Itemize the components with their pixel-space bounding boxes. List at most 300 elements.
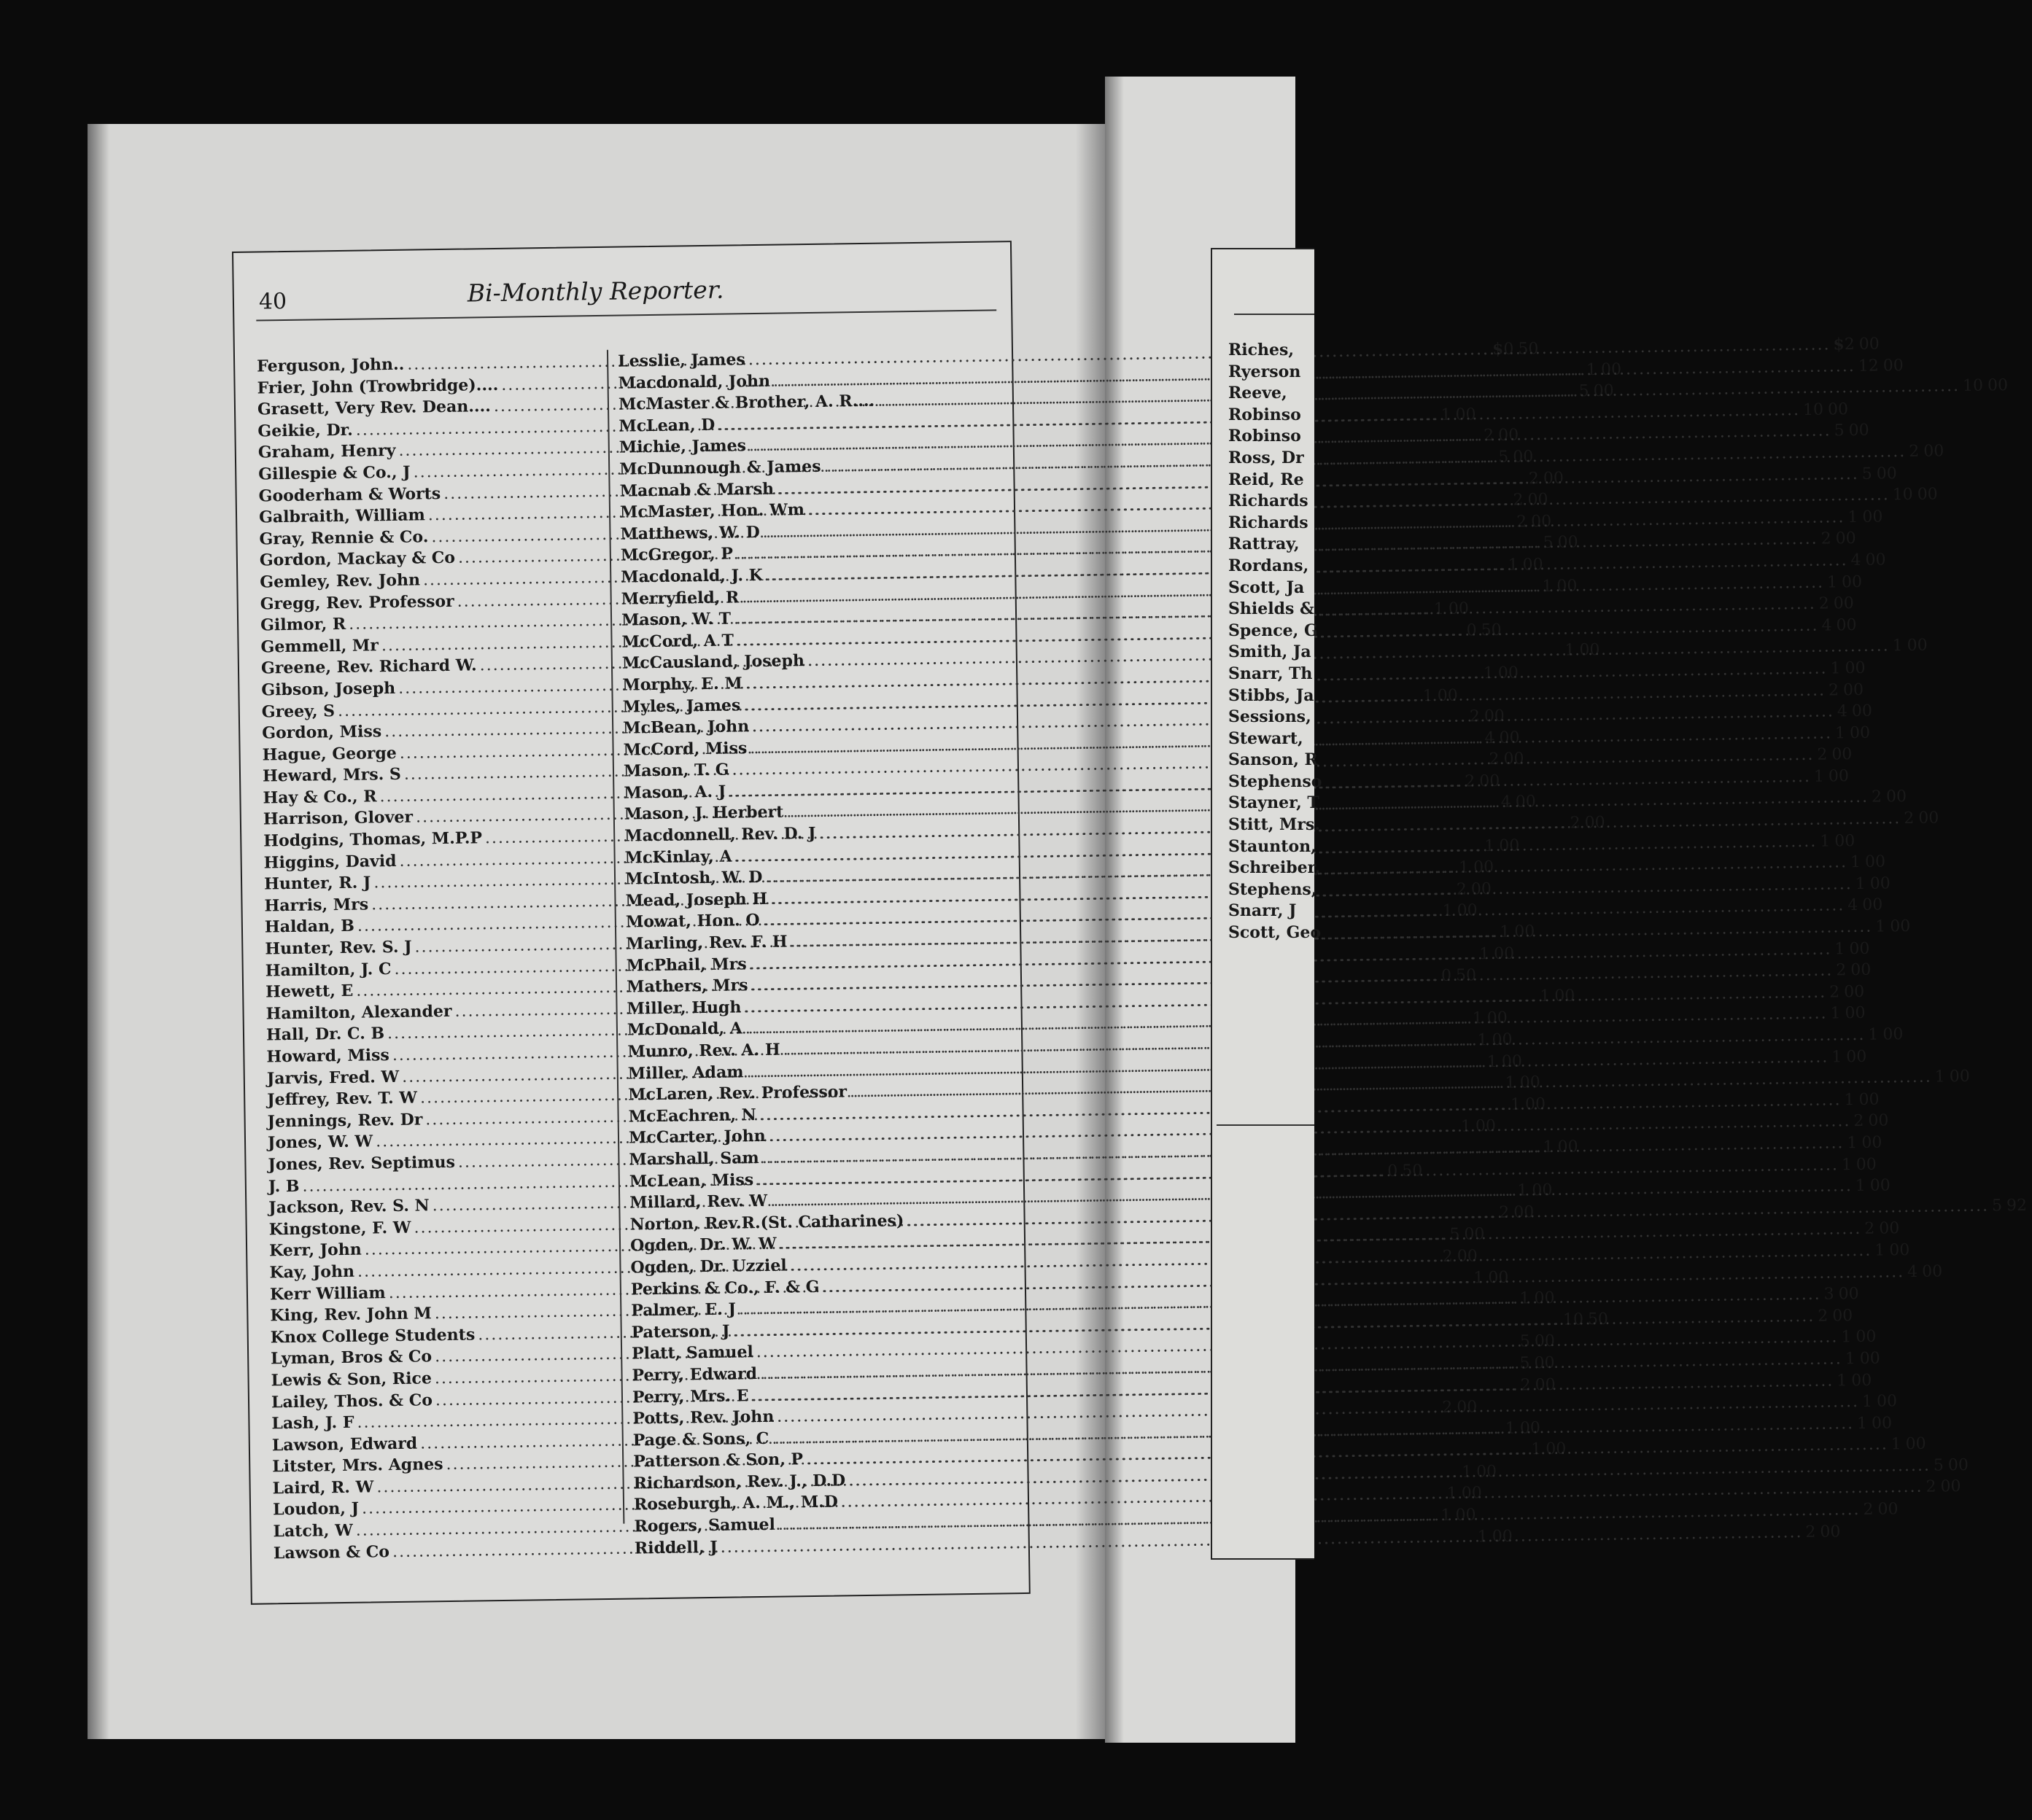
amount-dollars: 1 — [1510, 1095, 1521, 1114]
amount-dollars: 2 — [1570, 814, 1581, 833]
subscriber-name: Gemmell, Mr — [260, 635, 379, 657]
amount-dollars: 5 — [1933, 1456, 1944, 1475]
subscriber-name: Harris, Mrs — [264, 895, 369, 916]
amount-cents: 50 — [1481, 621, 1502, 639]
subscriber-name: Kerr, John — [268, 1240, 362, 1261]
subscriber-name: McEachren, N — [628, 1105, 756, 1127]
subscriber-name: Jackson, Rev. S. N — [268, 1196, 430, 1218]
next-page-entry: Snarr, J — [1228, 901, 1297, 921]
amount-dollars: 2 — [1820, 529, 1831, 548]
amount-cents: 00 — [1534, 1332, 1556, 1351]
subscriber-name: Gordon, Mackay & Co — [259, 548, 456, 570]
amount-dollars: 0 — [1440, 966, 1452, 986]
subscriber-name: Macdonald, J. K — [621, 565, 763, 587]
subscriber-name: Gibson, Joseph — [261, 678, 396, 700]
amount-dollars: 1 — [1874, 1241, 1885, 1260]
amount-cents: 00 — [1514, 922, 1535, 941]
amount-cents: 00 — [1600, 360, 1622, 379]
amount-dollars: 1 — [1845, 1349, 1855, 1369]
next-page-column — [1228, 341, 1322, 945]
amount-cents: 00 — [1475, 1462, 1497, 1482]
subscriber-name: Mead, Joseph H — [625, 889, 768, 911]
amount-dollars: 2 — [1828, 680, 1839, 699]
amount-dollars: 1 — [1440, 405, 1451, 424]
amount-dollars: 2 — [1817, 745, 1828, 765]
amount-cents: 00 — [1848, 421, 1869, 440]
amount-dollars: 1 — [1458, 858, 1470, 877]
amount-dollars: 5 — [1449, 1225, 1460, 1245]
amount-dollars: 1 — [1891, 1435, 1901, 1454]
subscriber-name: King, Rev. John M — [270, 1304, 432, 1326]
subscriber-name: Lewis & Son, Rice — [271, 1369, 433, 1391]
amount-cents: 00 — [1869, 874, 1891, 893]
amount-cents: 00 — [1949, 1068, 1970, 1086]
amount-cents: 00 — [1513, 448, 1534, 467]
next-page-entry: Riches, — [1228, 341, 1295, 359]
amount-cents: 00 — [1827, 400, 1849, 419]
amount-dollars: 2 — [1871, 788, 1882, 807]
subscriber-name: Miller, Adam — [627, 1062, 744, 1084]
amount-cents: 00 — [1534, 1353, 1555, 1373]
subscriber-name: Mason, T. G — [623, 760, 729, 781]
amount-cents: 50 — [1587, 1310, 1609, 1329]
subscriber-name: Miller, Hugh — [627, 998, 742, 1019]
next-page-entry: Robinso — [1228, 427, 1301, 446]
next-page-entry: Reid, Re — [1228, 470, 1304, 489]
subscriber-name: Hewett, E — [265, 981, 354, 1002]
amount-cents: 00 — [1530, 512, 1552, 531]
amount-cents: 00 — [1940, 1477, 1961, 1496]
subscriber-name: Hamilton, J. C — [265, 959, 392, 981]
subscriber-name: Marshall, Sam — [629, 1148, 759, 1170]
amount-cents: 50 — [1455, 966, 1477, 985]
amount-cents: 00 — [1905, 1435, 1926, 1454]
amount-dollars: 1 — [1868, 1025, 1879, 1044]
amount-dollars: 2 — [1926, 1478, 1936, 1497]
amount-dollars: 2 — [1829, 983, 1840, 1002]
amount-dollars: 1 — [1440, 1506, 1451, 1525]
amount-cents: 00 — [1987, 376, 2009, 395]
amount-cents: 00 — [1859, 1349, 1880, 1368]
amount-cents: 00 — [1842, 680, 1864, 699]
amount-cents: 00 — [1519, 1073, 1540, 1092]
subscriber-name: Macnab & Marsh — [619, 479, 775, 501]
amount-dollars: 1 — [1543, 1138, 1554, 1156]
amount-cents: 50 — [1402, 1161, 1423, 1181]
amount-dollars: 1 — [1433, 599, 1445, 619]
amount-dollars: 1 — [1519, 1289, 1530, 1308]
next-page-entry: Richards — [1228, 491, 1308, 511]
amount-cents: 00 — [1868, 1111, 1889, 1131]
subscriber-name: Kay, John — [269, 1261, 355, 1283]
amount-cents: 00 — [1543, 469, 1564, 488]
amount-cents: 00 — [1828, 766, 1850, 786]
amount-cents: 00 — [1858, 1090, 1880, 1109]
subscriber-name: Harrison, Glover — [263, 808, 414, 829]
subscriber-name: Mowat, Hon. O — [625, 911, 760, 932]
subscriber-name: Greene, Rev. Richard W. — [260, 656, 477, 678]
amount-dollars: 5 — [1578, 382, 1589, 401]
subscriber-name: McLean, D — [618, 415, 716, 436]
amount-dollars: 2 — [1484, 427, 1494, 446]
amount-dollars: 1 — [1841, 1328, 1852, 1347]
subscriber-name: Gooderham & Worts — [258, 483, 441, 506]
subscriber-name: Mathers, Mrs — [626, 976, 748, 997]
subscriber-name: Lyman, Bros & Co — [271, 1347, 433, 1369]
amount-dollars: 2 — [1853, 1112, 1864, 1131]
subscriber-name: Richardson, Rev. J., D.D — [633, 1471, 846, 1493]
amount-cents: 00 — [1947, 1455, 1969, 1475]
amount-dollars: 1 — [1841, 1155, 1853, 1174]
amount-cents: 92 — [2006, 1196, 2028, 1215]
amount-dollars: 2 — [1499, 1203, 1510, 1222]
subscriber-name: Lash, J. F — [271, 1412, 354, 1434]
subscriber-name: Morphy, E. M — [622, 674, 742, 695]
subscriber-name: Grasett, Very Rev. Dean.... — [257, 397, 492, 419]
amount-dollars: 10 — [1962, 376, 1984, 396]
amount-cents: 00 — [1838, 1285, 1859, 1304]
subscriber-name: McLean, Miss — [629, 1170, 754, 1191]
amount-cents: 00 — [1473, 858, 1494, 877]
amount-cents: 00 — [1457, 1398, 1478, 1417]
amount-cents: 00 — [1584, 813, 1605, 833]
amount-dollars: 1 — [1484, 836, 1495, 855]
amount-cents: 00 — [1488, 1268, 1509, 1287]
subscriber-name: Munro, Rev. A. H — [627, 1040, 780, 1062]
amount-dollars: 1 — [1517, 1181, 1528, 1200]
amount-cents: 00 — [1503, 750, 1524, 769]
amount-cents: 00 — [1851, 1371, 1872, 1390]
subscriber-name: Laird, R. W — [272, 1477, 374, 1498]
amount-cents: 00 — [1522, 555, 1543, 575]
amount-cents: 00 — [1833, 594, 1854, 613]
amount-cents: 00 — [1864, 852, 1886, 872]
amount-dollars: 2 — [1909, 442, 1920, 461]
amount-dollars: 0 — [1466, 621, 1477, 640]
subscriber-name: McMaster & Brother, A. R.... — [618, 391, 875, 414]
subscriber-name: McDonald, A — [627, 1019, 743, 1040]
subscriber-name: McKinlay, A — [624, 847, 732, 868]
next-page-entry: Scott, Geo — [1228, 923, 1322, 943]
subscriber-name: Jeffrey, Rev. T. W — [267, 1088, 418, 1110]
amount-cents: 00 — [1855, 1155, 1877, 1174]
subscriber-name: Gregg, Rev. Professor — [260, 591, 454, 614]
next-page-entry: Rordans, — [1228, 556, 1309, 575]
amount-cents: 00 — [1885, 788, 1907, 806]
amount-cents: 00 — [1869, 1176, 1891, 1195]
subscriber-name: Greey, S — [261, 701, 336, 721]
subscriber-name: Galbraith, William — [258, 505, 426, 527]
amount-dollars: 1 — [1505, 1073, 1516, 1092]
subscriber-name: Potts, Rev. John — [632, 1407, 775, 1428]
amount-cents: 00 — [1494, 944, 1515, 963]
subscriber-name: Palmer, E. J — [631, 1299, 737, 1321]
subscriber-name: McCausland, Joseph — [621, 651, 805, 673]
next-page-entry: Stephenso — [1228, 771, 1322, 791]
amount-dollars: 1 — [1446, 1485, 1457, 1504]
amount-cents: 00 — [1475, 1117, 1497, 1136]
amount-dollars: 1 — [1834, 723, 1846, 743]
amount-dollars: 0 — [1503, 340, 1514, 359]
amount-cents: 00 — [1834, 831, 1855, 851]
subscriber-name: Michie, James — [618, 436, 747, 457]
amount-dollars: 1 — [1500, 922, 1511, 941]
amount-cents: 00 — [1858, 335, 1880, 354]
subscriber-name: Lawson, Edward — [271, 1434, 418, 1455]
subscriber-name: Higgins, David — [263, 851, 397, 873]
amount-dollars: 2 — [1442, 1247, 1453, 1266]
amount-dollars: 1 — [1855, 874, 1866, 893]
next-page-entry: Sanson, R — [1228, 750, 1318, 770]
subscriber-name: Myles, James — [622, 695, 741, 717]
amount-dollars: 1 — [1837, 1371, 1847, 1390]
amount-dollars: 1 — [1486, 1052, 1498, 1071]
amount-dollars: 1 — [1564, 641, 1575, 660]
amount-cents: 00 — [1865, 551, 1886, 569]
amount-dollars: 1 — [1479, 944, 1490, 963]
amount-cents: 00 — [1862, 895, 1883, 915]
amount-dollars: 1 — [1820, 832, 1831, 851]
next-page-entry: Spence, G — [1228, 621, 1318, 640]
amount-cents: 00 — [1862, 508, 1883, 526]
amount-cents: 00 — [1457, 1247, 1478, 1266]
subscriber-name: McCord, Miss — [623, 738, 748, 760]
subscriber-name: Marling, Rev. F. H — [626, 932, 788, 954]
amount-dollars: 2 — [1465, 772, 1475, 791]
amount-cents: 00 — [1593, 381, 1614, 401]
page-number: 40 — [258, 288, 287, 315]
amount-dollars: 4 — [1821, 616, 1832, 635]
amount-dollars: 2 — [1863, 1500, 1874, 1520]
amount-dollars: 2 — [1836, 961, 1847, 980]
amount-cents: 00 — [1524, 1094, 1546, 1114]
amount-dollars: 1 — [1875, 917, 1886, 936]
amount-cents: 00 — [1464, 1225, 1485, 1244]
amount-cents: 00 — [1843, 982, 1865, 1002]
bottom-rule — [1217, 1124, 1314, 1126]
amount-dollars: 1 — [1472, 1009, 1483, 1028]
amount-cents: 00 — [1835, 529, 1856, 548]
amount-dollars: 1 — [1586, 360, 1597, 379]
amount-cents: 00 — [1455, 405, 1476, 424]
amount-cents: 00 — [1492, 1527, 1513, 1546]
amount-dollars: 1 — [1892, 637, 1903, 656]
amount-cents: 00 — [1849, 723, 1871, 742]
next-page-entry: Stayner, T — [1228, 793, 1319, 813]
amount-cents: 00 — [1855, 1327, 1877, 1347]
subscriber-name: McBean, John — [622, 717, 750, 738]
amount-dollars: 5 — [1519, 1354, 1530, 1373]
amount-cents: 00 — [1532, 1181, 1553, 1200]
amount-dollars: 1 — [1847, 1133, 1858, 1153]
subscriber-name: Hay & Co., R — [263, 787, 377, 808]
amount-cents: 00 — [1534, 1288, 1555, 1308]
subscriber-name: Haldan, B — [264, 917, 355, 937]
next-page-entry: Snarr, Th — [1228, 664, 1313, 683]
amount-dollars: 5 — [1498, 448, 1509, 467]
subscriber-name: Frier, John (Trowbridge).... — [257, 375, 499, 398]
amount-cents: 00 — [1849, 939, 1870, 958]
header-rule — [1234, 314, 1314, 315]
subscriber-name: Gilmor, R — [260, 614, 346, 635]
amount-cents: 00 — [1889, 1240, 1910, 1260]
subscriber-name: Roseburgh, A. M., M.D — [633, 1493, 839, 1514]
subscriber-name: Geikie, Dr. — [257, 420, 353, 441]
amount-dollars: 2 — [1520, 1375, 1531, 1394]
amount-cents: 00 — [1820, 1522, 1841, 1541]
subscriber-name: Perkins & Co., F. & G — [630, 1277, 820, 1299]
next-page-entry: Rattray, — [1228, 534, 1300, 554]
amount-cents: 00 — [1515, 793, 1536, 812]
next-page-entry: Robinso — [1228, 405, 1301, 424]
subscriber-name: Ogden, Dr. W. W — [629, 1234, 777, 1256]
subscriber-name: Hunter, Rev. S. J — [265, 937, 412, 959]
subscriber-name: Jennings, Rev. Dr — [267, 1110, 423, 1132]
amount-dollars: 1 — [1505, 1419, 1516, 1438]
subscriber-name: Knox College Students — [270, 1325, 476, 1348]
amount-dollars: 1 — [1477, 1527, 1488, 1546]
amount-dollars: 2 — [1469, 707, 1481, 726]
subscriber-name: Jones, W. W — [267, 1132, 373, 1153]
amount-cents: 00 — [1486, 1009, 1508, 1028]
next-page-entry: Ross, Dr — [1228, 448, 1304, 467]
amount-cents: 00 — [1484, 707, 1505, 726]
amount-cents: 00 — [1917, 485, 1938, 504]
subscriber-name: Matthews, W. D — [620, 522, 760, 544]
amount-dollars: 2 — [1904, 809, 1915, 828]
amount-dollars: 2 — [1456, 880, 1467, 899]
amount-cents: 00 — [1535, 1375, 1556, 1394]
amount-cents: 00 — [1845, 658, 1866, 678]
amount-cents: 50 — [1518, 340, 1539, 359]
subscriber-name: Jones, Rev. Septimus — [268, 1152, 456, 1175]
amount-cents: 00 — [1556, 576, 1578, 596]
amount-dollars: 1 — [1834, 939, 1845, 959]
subscriber-name: Loudon, J — [272, 1499, 360, 1520]
next-page-entry: Stitt, Mrs. — [1228, 815, 1321, 835]
amount-dollars: 5 — [1834, 421, 1845, 440]
amount-dollars: 4 — [1847, 896, 1858, 915]
amount-cents: 00 — [1841, 572, 1863, 591]
amount-cents: 00 — [1851, 701, 1873, 721]
amount-dollars: 10 — [1892, 486, 1913, 505]
amount-dollars: 1 — [1460, 1117, 1472, 1136]
subscriber-name: McIntosh, W. D — [624, 868, 763, 889]
amount-cents: 00 — [1882, 356, 1904, 376]
subscriber-name: Gray, Rennie & Co. — [259, 527, 429, 549]
subscriber-name: Gillespie & Co., J — [258, 462, 411, 484]
amount-cents: 00 — [1879, 1219, 1900, 1238]
amount-dollars: 1 — [1830, 659, 1841, 678]
amount-cents: 00 — [1832, 1306, 1853, 1326]
subscriber-name: Perry, Mrs. E — [632, 1385, 749, 1407]
amount-cents: 00 — [1499, 836, 1520, 855]
amount-cents: 00 — [1519, 1418, 1541, 1438]
amount-dollars: 4 — [1907, 1262, 1918, 1281]
amount-cents: 00 — [1846, 1047, 1867, 1066]
running-title: Bi-Monthly Reporter. — [467, 275, 724, 308]
amount-cents: 00 — [1527, 490, 1548, 510]
page-edge-shadow — [88, 124, 109, 1739]
amount-cents: 00 — [1876, 1392, 1898, 1411]
amount-cents: 00 — [1871, 1414, 1893, 1433]
subscriber-name: Paterson, J — [631, 1321, 730, 1342]
amount-dollars: 2 — [1818, 594, 1829, 613]
amount-dollars: 2 — [1442, 1398, 1453, 1418]
subscriber-name: Gordon, Miss — [262, 722, 382, 743]
amount-cents: 00 — [1918, 809, 1939, 828]
amount-cents: 00 — [1845, 1004, 1866, 1023]
amount-cents: 00 — [1479, 771, 1500, 791]
subscriber-name: Hall, Dr. C. B — [265, 1024, 385, 1045]
subscriber-name: McDunnough & James — [619, 456, 821, 479]
amount-cents: 00 — [1457, 901, 1478, 921]
subscriber-name: Lailey, Thos. & Co — [271, 1390, 433, 1412]
subscriber-name: Hodgins, Thomas, M.P.P — [263, 828, 483, 851]
amount-dollars: 1 — [1831, 1047, 1842, 1067]
amount-cents: 00 — [1579, 641, 1600, 660]
subscriber-name: Hamilton, Alexander — [265, 1001, 452, 1024]
subscriber-name: Gemley, Rev. John — [260, 570, 421, 592]
subscriber-name: Heward, Mrs. S — [262, 765, 402, 786]
amount-dollars: 1 — [1856, 1414, 1868, 1433]
subscriber-name: Litster, Mrs. Agnes — [272, 1455, 443, 1477]
next-page-entry: Stibbs, Ja — [1228, 685, 1314, 705]
amount-dollars: 1 — [1861, 1392, 1873, 1412]
amount-dollars: 5 — [1519, 1332, 1531, 1351]
subscriber-name: Howard, Miss — [266, 1046, 390, 1067]
amount-cents: 00 — [1461, 1484, 1482, 1504]
amount-cents: 00 — [1498, 426, 1519, 446]
next-page-entry: Staunton, — [1228, 836, 1316, 856]
amount-dollars: 3 — [1823, 1285, 1834, 1304]
amount-dollars: 1 — [1508, 556, 1519, 575]
amount-cents: 00 — [1882, 1025, 1904, 1044]
amount-dollars: 1 — [1813, 767, 1825, 786]
amount-dollars: 10 — [1802, 400, 1824, 419]
amount-cents: 00 — [1923, 442, 1944, 461]
amount-cents: 00 — [1499, 728, 1520, 747]
amount-dollars: 2 — [1805, 1522, 1816, 1541]
amount-dollars: 2 — [1513, 491, 1524, 510]
next-page-entry: Smith, Ja — [1228, 642, 1311, 662]
next-page-entry: Shields & — [1228, 599, 1314, 619]
amount-dollars: 5 — [1991, 1196, 2003, 1216]
subscriber-name: Kingstone, F. W — [268, 1218, 411, 1240]
subscriber-name: McCarter, John — [628, 1127, 766, 1148]
amount-cents: 00 — [1850, 960, 1872, 980]
amount-dollars: 1 — [1826, 572, 1838, 592]
subscriber-name: Lesslie, James — [617, 350, 745, 371]
amount-cents: 00 — [1554, 987, 1575, 1006]
amount-cents: 00 — [1557, 1138, 1578, 1156]
amount-dollars: 1 — [1850, 853, 1861, 872]
subscriber-name: Macdonald, John — [618, 371, 771, 393]
subscriber-name: Mason, A. J — [624, 782, 726, 803]
amount-cents: 00 — [1877, 1500, 1899, 1519]
subscriber-name: Kerr William — [269, 1283, 386, 1304]
subscriber-name: Macdonnell, Rev. D. J — [624, 823, 816, 846]
amount-cents: 00 — [1831, 745, 1853, 764]
amount-cents: 00 — [1546, 1439, 1567, 1459]
header-rule — [256, 309, 996, 321]
next-page-entry: Stephens, — [1228, 879, 1317, 899]
amount-dollars: 10 — [1562, 1310, 1584, 1329]
amount-dollars: 2 — [1818, 1307, 1829, 1326]
subscriber-name: Page & Sons, C — [632, 1428, 769, 1450]
next-page-entry: Richards — [1228, 513, 1308, 532]
amount-dollars: 1 — [1477, 1031, 1488, 1050]
